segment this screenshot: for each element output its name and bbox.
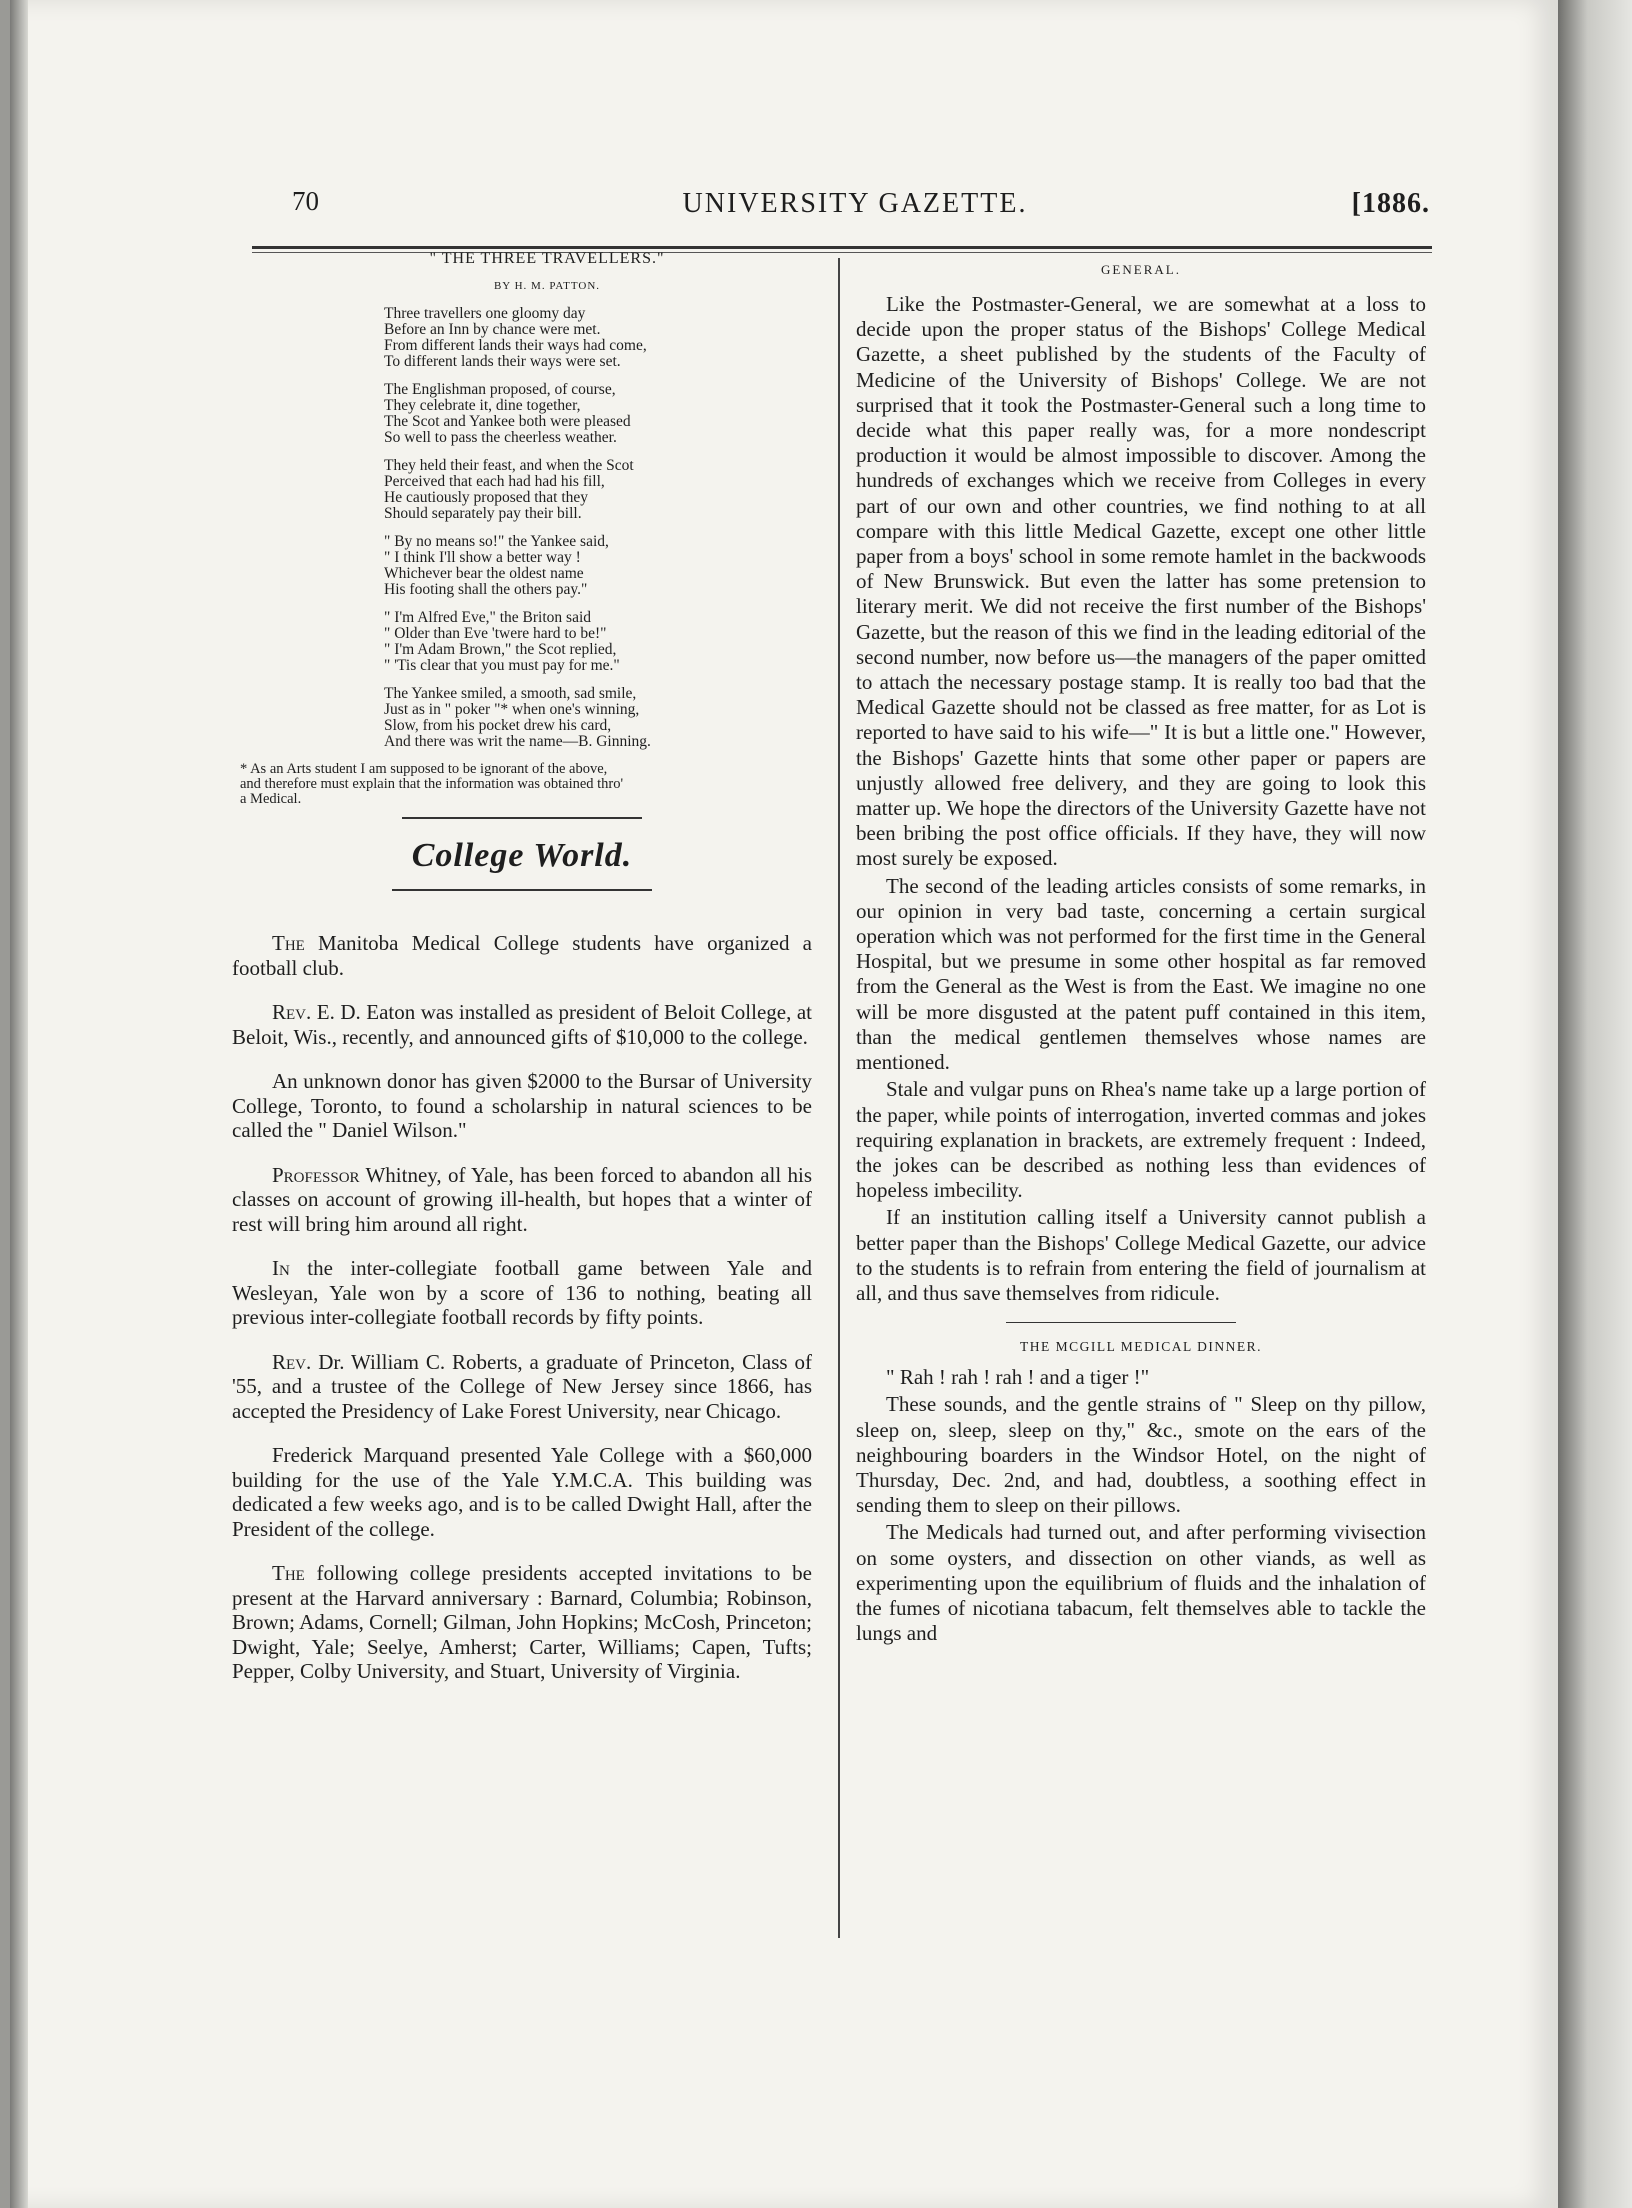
running-title: UNIVERSITY GAZETTE.	[682, 188, 1028, 219]
poem-line: Three travellers one gloomy day	[384, 305, 586, 322]
news-item	[232, 1350, 812, 1424]
mcgill-heading: THE MCGILL MEDICAL DINNER.	[1020, 1339, 1262, 1355]
article-paragraph: Like the Postmaster-General, we are somewhat at a loss to decide upon the proper status of the Bishops' College Medical Gazette, a sheet published by the students of the Faculty of Medicine of the University of Bishops' College. We are not surprised that it took the Postmaster-General such a long time to decide what this paper really was, for a more nondescript production it would be almost impossible to discover. Among the hundreds of exchanges which we receive from Colleges in every part of our own and other countries, we find nothing to at all compare with this little Medical Gazette, except one other little paper from a boys' school in some remote hamlet in the backwoods of New Brunswick. But even the latter has some pretension to literary merit. We did not receive the first number of the Bishops' Gazette, but the reason of this we find in the leading editorial of the second number, now before us—the managers of the paper omitted to attach the necessary postage stamp. It is really too bad that the Medical Gazette should not be classed as free matter, for as Lot is reported to have said to his wife—" It is but a little one." However, the Bishops' Gazette hints that some other paper or papers are unjustly allowed free delivery, and they are going to look this matter up. We hope the directors of the University Gazette have not been bribing the post office officials. If they have, they will now most surely be exposed.	[856, 292, 1426, 871]
column-divider	[838, 258, 840, 1938]
news-item	[232, 1561, 812, 1684]
poem-line: From different lands their ways had come,	[384, 337, 647, 354]
footnote-line: and therefore must explain that the information was obtained thro'	[240, 776, 624, 792]
poem-line: They held their feast, and when the Scot	[384, 457, 634, 474]
page-number: 70	[292, 186, 319, 216]
year-label: [1886.	[1351, 188, 1430, 219]
section-title: College World.	[411, 837, 633, 874]
news-item-text: Manitoba Medical College students have organized a football club.	[232, 931, 812, 980]
news-item	[232, 1443, 812, 1541]
poem-line: Just as in " poker "* when one's winning,	[384, 701, 640, 718]
poem-line: Perceived that each had had his fill,	[384, 473, 605, 490]
poem-line: His footing shall the others pay."	[384, 581, 588, 598]
binding-gutter	[10, 0, 28, 2208]
poem-line: " By no means so!" the Yankee said,	[384, 533, 609, 550]
poem-line: " 'Tis clear that you must pay for me."	[384, 657, 620, 674]
article-paragraph: These sounds, and the gentle strains of " Sleep on thy pillow, sleep on, sleep, sleep on thy," &c., smote on the ears of the neighbouring boarders in the Windsor Hotel, on the night of Thursday, Dec. 2nd, and had, doubtless, a soothing effect in sending them to sleep on their pillows.	[856, 1392, 1426, 1518]
poem-stanza	[384, 306, 812, 370]
news-item	[232, 1069, 812, 1143]
poem-line: So well to pass the cheerless weather.	[384, 429, 617, 446]
poem-line: They celebrate it, dine together,	[384, 397, 581, 414]
divider-rule	[402, 817, 642, 819]
poem-line: Before an Inn by chance were met.	[384, 321, 601, 338]
poem-line: " I'm Adam Brown," the Scot replied,	[384, 641, 617, 658]
page-edge	[1558, 0, 1632, 2208]
general-article	[856, 292, 1426, 1306]
poem-line: And there was writ the name—B. Ginning.	[384, 733, 651, 750]
article-paragraph: If an institution calling itself a University cannot publish a better paper than the Bishops' College Medical Gazette, our advice to the students is to refrain from entering the field of journalism at all, and thus save themselves from ridicule.	[856, 1205, 1426, 1305]
page-header	[280, 180, 1430, 224]
poem-stanza	[384, 610, 812, 674]
news-item	[232, 1163, 812, 1237]
poem-line: " I think I'll show a better way !	[384, 549, 581, 566]
general-heading: GENERAL.	[1101, 262, 1181, 277]
right-column	[856, 262, 1426, 1648]
poem-line: Slow, from his pocket drew his card,	[384, 717, 612, 734]
poem-footnote	[240, 762, 812, 807]
news-item	[232, 1256, 812, 1330]
news-item	[232, 1000, 812, 1049]
news-item-lead: Rev.	[272, 1000, 312, 1024]
header-rule	[252, 246, 1432, 249]
news-item-lead: The	[272, 1561, 305, 1585]
section-rule	[392, 889, 652, 891]
news-item-text: Dr. William C. Roberts, a graduate of Princeton, Class of '55, and a trustee of the College of New Jersey since 1866, has accepted the Presidency of Lake Forest University, near Chicago.	[232, 1349, 812, 1423]
poem-line: The Scot and Yankee both were pleased	[384, 413, 631, 430]
news-item	[232, 931, 812, 980]
news-item-text: the inter-collegiate football game between Yale and Wesleyan, Yale won by a score of 136 to nothing, beating all previous inter-collegiate football records by fifty points.	[232, 1256, 812, 1329]
poem-title: " THE THREE TRAVELLERS."	[429, 250, 665, 267]
poem-byline: BY H. M. PATTON.	[493, 280, 601, 292]
article-paragraph: The Medicals had turned out, and after performing vivisection on some oysters, and dissection on other viands, as well as experimenting upon the equilibrium of fluids and the inhalation of the fumes of nicotiana tabacum, felt themselves able to tackle the lungs and	[856, 1520, 1426, 1646]
college-world-items	[232, 931, 812, 1684]
news-item-lead: The	[272, 931, 305, 955]
poem-stanza	[384, 686, 812, 750]
poem-line: Whichever bear the oldest name	[384, 565, 584, 582]
footnote-line: * As an Arts student I am supposed to be ignorant of the above,	[240, 761, 608, 777]
article-paragraph: Stale and vulgar puns on Rhea's name take up a large portion of the paper, while points of interrogation, inverted commas and jokes requiring explanation in brackets, are extremely frequent : Indeed, the jokes can be described as nothing less than evidences of hopeless imbecility.	[856, 1077, 1426, 1203]
poem-line: To different lands their ways were set.	[384, 353, 621, 370]
news-item-lead: In	[272, 1256, 290, 1280]
poem-line: The Yankee smiled, a smooth, sad smile,	[384, 685, 637, 702]
mcgill-article	[856, 1365, 1426, 1646]
divider-rule	[1006, 1322, 1236, 1323]
poem-stanza	[384, 534, 812, 598]
poem-line: " Older than Eve 'twere hard to be!"	[384, 625, 607, 642]
news-item-text: Whitney, of Yale, has been forced to abandon all his classes on account of growing ill-health, but hopes that a winter of rest will bring him around all right.	[232, 1162, 812, 1236]
article-paragraph: The second of the leading articles consists of some remarks, in our opinion in very bad taste, concerning a certain surgical operation which was not performed for the first time in the General Hospital, but we presume in some other hospital as far removed from the General as the West is from the East. We imagine no one will be more disgusted at the patent puff contained in this item, than the medical gentlemen themselves whose names are mentioned.	[856, 873, 1426, 1075]
poem-line: Should separately pay their bill.	[384, 505, 582, 522]
poem-stanza	[384, 382, 812, 446]
news-item-text: E. D. Eaton was installed as president of Beloit College, at Beloit, Wis., recently, and announced gifts of $10,000 to the college.	[232, 1000, 812, 1049]
news-item-text: An unknown donor has given $2000 to the Bursar of University College, Toronto, to found a scholarship in natural sciences to be called the " Daniel Wilson."	[232, 1069, 812, 1142]
footnote-line: a Medical.	[240, 791, 302, 807]
article-paragraph: " Rah ! rah ! rah ! and a tiger !"	[886, 1365, 1150, 1390]
news-item-lead: Rev.	[272, 1349, 312, 1374]
poem-line: He cautiously proposed that they	[384, 489, 589, 506]
news-item-text: following college presidents accepted invitations to be present at the Harvard anniversary : Barnard, Columbia; Robinson, Brown; Adams, Cornell; Gilman, John Hopkins; McCosh, Princeton; Dwight, Yale; Seelye, Amherst; Carter, Williams; Capen, Tufts; Pepper, Colby University, and Stuart, University of Virginia.	[232, 1561, 812, 1683]
news-item-text: Frederick Marquand presented Yale College with a $60,000 building for the use of the Yale Y.M.C.A. This building was dedicated a few weeks ago, and is to be called Dwight Hall, after the President of the college.	[232, 1443, 812, 1541]
poem-stanza	[384, 458, 812, 522]
left-column	[232, 250, 812, 1704]
poem-line: The Englishman proposed, of course,	[384, 381, 616, 398]
news-item-lead: Professor	[272, 1162, 360, 1187]
poem-stanzas	[232, 306, 812, 750]
poem-line: " I'm Alfred Eve," the Briton said	[384, 609, 592, 626]
